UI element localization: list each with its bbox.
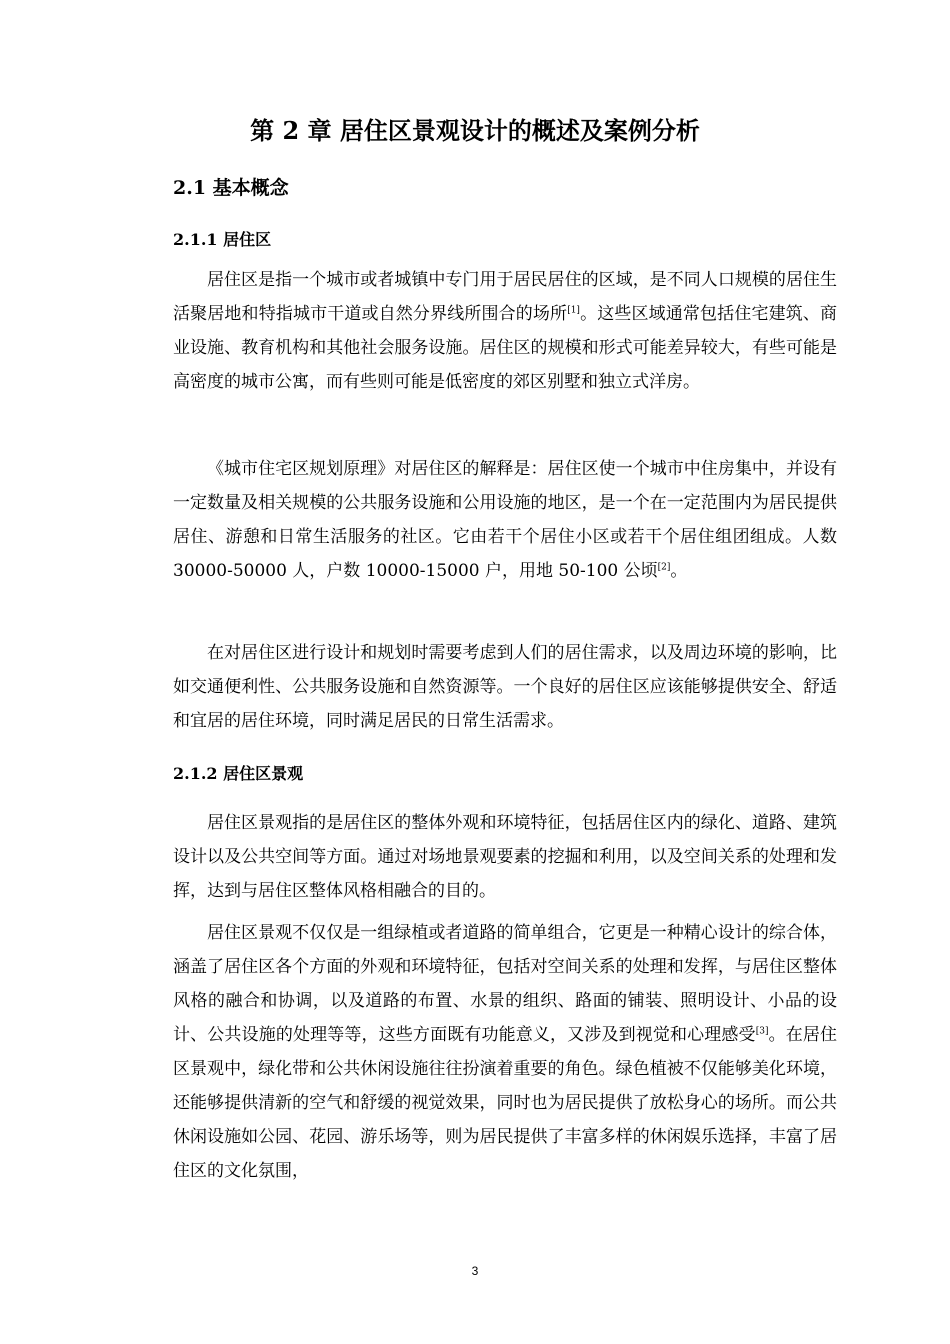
paragraph-5-tail: 。在居住区景观中，绿化带和公共休闲设施往往扮演着重要的角色。绿色植被不仅能够美化环境，还能够提供清新的空气和舒缓的视觉效果，同时也为居民提供了放松身心的场所。而公共休闲设施如公园、花园、游乐场等，则为居民提供了丰富多样的休闲娱乐选择，丰富了居住区的文化氛围， (173, 1025, 838, 1181)
paragraph-4 (173, 806, 837, 908)
citation-ref-3: [3] (755, 1026, 769, 1037)
paragraph-1 (173, 263, 837, 399)
page-number: 3 (471, 1264, 479, 1278)
subsection-heading-residential-area: 2.1.1 居住区 (173, 230, 272, 249)
paragraph-5 (173, 916, 837, 1188)
paragraph-3 (173, 636, 837, 738)
paragraph-5-text: 居住区景观不仅仅是一组绿植或者道路的简单组合，它更是一种精心设计的综合体，涵盖了居住区各个方面的外观和环境特征，包括对空间关系的处理和发挥，与居住区整体风格的融合和协调，以及道路的布置、水景的组织、路面的铺装、照明设计、小品的设计、公共设施的处理等等，这些方面既有功能意义，又涉及到视觉和心理感受 (173, 923, 837, 1045)
chapter-title: 第 2 章 居住区景观设计的概述及案例分析 (250, 116, 700, 145)
paragraph-3-text: 在对居住区进行设计和规划时需要考虑到人们的居住需求，以及周边环境的影响，比如交通便利性、公共服务设施和自然资源等。一个良好的居住区应该能够提供安全、舒适和宜居的居住环境，同时满足居民的日常生活需求。 (173, 643, 837, 731)
paragraph-4-text: 居住区景观指的是居住区的整体外观和环境特征，包括居住区内的绿化、道路、建筑设计以及公共空间等方面。通过对场地景观要素的挖掘和利用，以及空间关系的处理和发挥，达到与居住区整体风格相融合的目的。 (173, 813, 837, 901)
subsection-heading-residential-landscape: 2.1.2 居住区景观 (173, 764, 304, 783)
paragraph-1-tail: 。这些区域通常包括住宅建筑、商业设施、教育机构和其他社会服务设施。居住区的规模和形式可能差异较大，有些可能是高密度的城市公寓，而有些则可能是低密度的郊区别墅和独立式洋房。 (173, 304, 838, 392)
citation-ref-2: [2] (657, 562, 671, 573)
paragraph-2-tail: 。 (670, 561, 688, 581)
section-heading: 2.1 基本概念 (173, 177, 289, 199)
paragraph-2-text: 《城市住宅区规划原理》对居住区的解释是：居住区使一个城市中住房集中，并设有一定数量及相关规模的公共服务设施和公用设施的地区，是一个在一定范围内为居民提供居住、游憩和日常生活服务的社区。它由若干个居住小区或若干个居住组团组成。人数 30000-50000 人，户数 10000-15000 户，用地 50-100 公顷 (173, 459, 837, 581)
paragraph-2 (173, 452, 837, 588)
paragraph-1-text: 居住区是指一个城市或者城镇中专门用于居民居住的区域，是不同人口规模的居住生活聚居地和特指城市干道或自然分界线所围合的场所 (173, 270, 837, 324)
citation-ref-1: [1] (567, 305, 580, 316)
